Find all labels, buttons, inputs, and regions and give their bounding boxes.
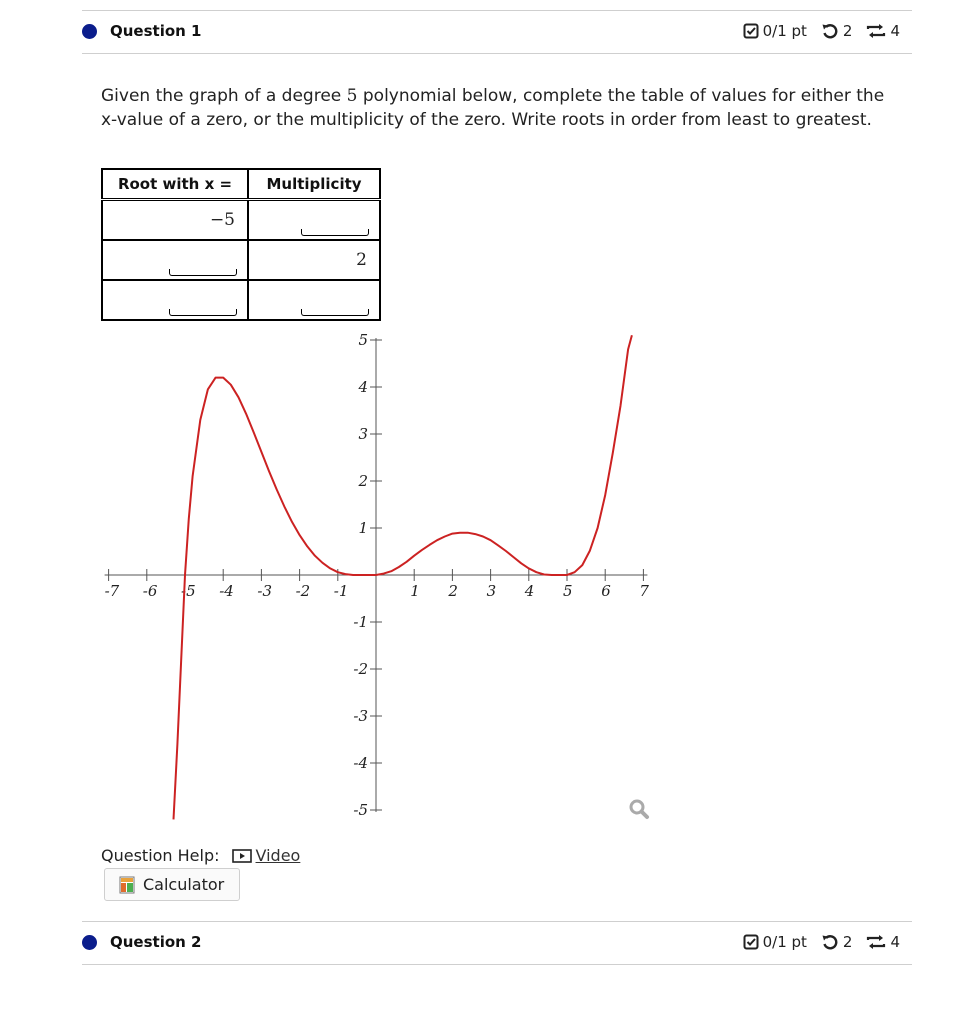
calculator-button[interactable] <box>104 868 240 901</box>
x-tick-label: 4 <box>524 582 535 600</box>
root-answer-input[interactable] <box>169 309 237 316</box>
x-tick-label: -6 <box>142 582 158 600</box>
y-tick-label: -3 <box>353 707 368 725</box>
x-tick-label: -1 <box>333 582 349 600</box>
root-column-header: Root with x = <box>102 169 248 200</box>
root-value: −5 <box>209 210 235 230</box>
score-text: 0/1 pt <box>762 22 807 40</box>
x-tick-label: 7 <box>639 582 649 600</box>
x-tick-label: -3 <box>257 582 273 600</box>
table-row <box>102 200 380 241</box>
attempts-count: 4 <box>890 22 900 40</box>
attempts-count: 4 <box>890 933 900 951</box>
question-2-header <box>82 921 912 965</box>
multiplicity-cell <box>248 200 380 241</box>
question-status <box>743 933 900 951</box>
x-tick-label: -2 <box>295 582 311 600</box>
score-text: 0/1 pt <box>762 933 807 951</box>
table-row <box>102 280 380 320</box>
retry-icon <box>821 23 839 39</box>
status-dot <box>82 935 97 950</box>
y-tick-label: 2 <box>358 472 368 490</box>
question-help <box>101 846 300 865</box>
retries-count: 2 <box>842 933 853 951</box>
prompt-text-2: polynomial below, complete the table of values for either the x-value of a zero, or the multiplicity of the zero. Write roots in order from least to greatest. <box>101 86 885 130</box>
root-answer-input[interactable] <box>169 269 237 276</box>
status-dot <box>82 24 97 39</box>
polynomial-curve <box>174 335 632 819</box>
polynomial-graph <box>90 330 660 830</box>
attempts-icon <box>866 23 886 39</box>
multiplicity-value: 2 <box>356 250 367 270</box>
y-tick-label: 5 <box>358 331 368 349</box>
x-tick-label: -5 <box>181 582 196 600</box>
multiplicity-column-header: Multiplicity <box>248 169 380 200</box>
x-tick-label: -4 <box>219 582 234 600</box>
x-tick-label: -7 <box>104 582 120 600</box>
multiplicity-answer-input[interactable] <box>301 309 369 316</box>
x-tick-label: 1 <box>410 582 420 600</box>
x-tick-label: 6 <box>601 582 611 600</box>
answer-table <box>101 168 381 321</box>
help-label: Question Help: <box>101 846 220 865</box>
y-tick-label: -2 <box>353 660 368 678</box>
calculator-label: Calculator <box>143 875 225 894</box>
calculator-icon <box>119 876 135 894</box>
root-cell <box>102 280 248 320</box>
magnify-icon[interactable] <box>628 798 650 820</box>
checkbox-icon <box>743 23 759 39</box>
checkbox-icon <box>743 934 759 950</box>
question-1-header <box>82 10 912 54</box>
question-title: Question 2 <box>110 933 202 951</box>
x-tick-label: 2 <box>448 582 458 600</box>
y-tick-label: -1 <box>353 613 368 631</box>
question-prompt <box>101 84 901 132</box>
root-cell <box>102 200 248 241</box>
multiplicity-cell <box>248 280 380 320</box>
attempts-icon <box>866 934 886 950</box>
y-tick-label: 1 <box>358 519 368 537</box>
root-cell <box>102 240 248 280</box>
degree-value: 5 <box>346 86 358 106</box>
table-row <box>102 240 380 280</box>
y-tick-label: -4 <box>353 754 368 772</box>
prompt-text-1: Given the graph of a degree <box>101 86 347 106</box>
x-tick-label: 3 <box>486 582 497 600</box>
video-icon[interactable] <box>232 849 252 863</box>
y-tick-label: 4 <box>358 378 368 396</box>
y-tick-label: -5 <box>353 801 368 819</box>
x-tick-label: 5 <box>563 582 573 600</box>
question-status <box>743 22 900 40</box>
y-tick-label: 3 <box>358 425 368 443</box>
multiplicity-answer-input[interactable] <box>301 229 369 236</box>
question-title: Question 1 <box>110 22 202 40</box>
video-link[interactable]: Video <box>255 846 301 865</box>
multiplicity-cell <box>248 240 380 280</box>
retry-icon <box>821 934 839 950</box>
retries-count: 2 <box>842 22 853 40</box>
